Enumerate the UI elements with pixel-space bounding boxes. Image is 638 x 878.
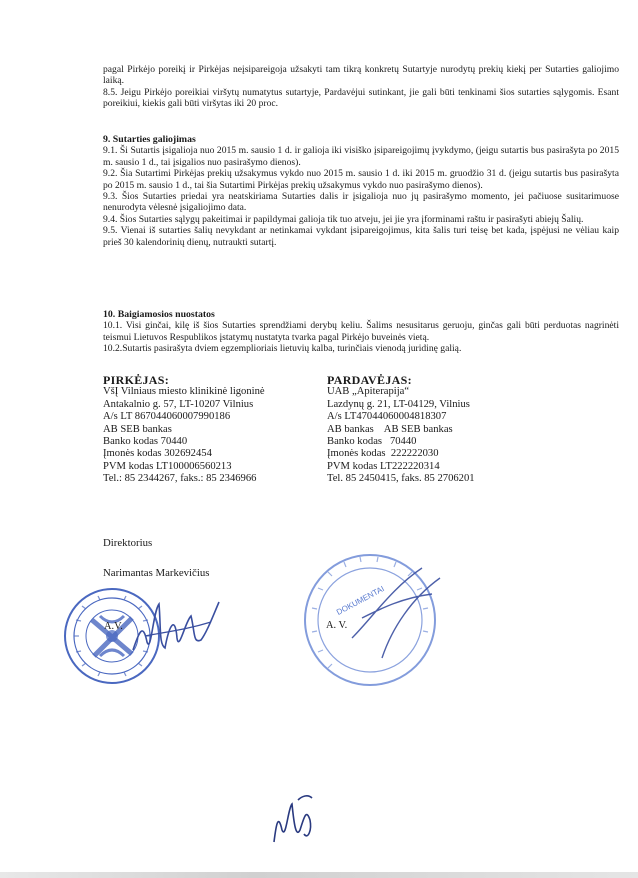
clause-10-1: 10.1. Visi ginčai, kilę iš šios Sutarties sprendžiami derybų keliu. Šalims nesusitarus geruoju, ginčas gali būti perduotas nagrinėti teismui Lietuvos Respublikos įstatymų nustatyta tvarka pagal Pirkėjo buveinės vietą. — [103, 320, 619, 343]
buyer-line: Įmonės kodas 302692454 — [103, 448, 212, 460]
buyer-line: PVM kodas LT100006560213 — [103, 460, 232, 472]
buyer-title: PIRKĖJAS: — [103, 373, 170, 387]
seller-details — [327, 374, 475, 486]
seller-line: AB bankas AB SEB bankas — [327, 423, 453, 435]
section-10 — [103, 309, 619, 355]
section-9 — [103, 134, 619, 248]
clause-9-5: 9.5. Vienai iš sutarties šalių nevykdant ar netinkamai vykdant įsipareigojimus, kita šalis turi teisę bet kada, įspėjusi ne vėliau kaip prieš 30 kalendorinių dienų, nutraukti sutartį. — [103, 225, 619, 248]
seller-line: Tel. 85 2450415, faks. 85 2706201 — [327, 473, 475, 485]
buyer-details — [103, 374, 265, 486]
clause-9-4: 9.4. Šios Sutarties sąlygų pakeitimai ir papildymai galioja tik tuo atveju, jei jie yra įforminami raštu ir pasirašyti abiejų Šalių. — [103, 213, 584, 225]
seller-line: Lazdynų g. 21, LT-04129, Vilnius — [327, 398, 470, 410]
section-9-title: 9. Sutarties galiojimas — [103, 134, 196, 145]
scan-edge — [0, 872, 638, 878]
seller-av-label: A. V. — [326, 620, 348, 631]
buyer-av-label: A.V. — [104, 621, 123, 632]
buyer-line: Antakalnio g. 57, LT-10207 Vilnius — [103, 398, 254, 410]
seller-line: Įmonės kodas 222222030 — [327, 448, 439, 460]
clause-9-2: 9.2. Šia Sutartimi Pirkėjas prekių užsakymus vykdo nuo 2015 m. sausio 1 d. iki 2015 m. gruodžio 31 d. (jeigu sutartis bus pasirašyta po 2015 m. sausio 1 d., tai šia Sutartimi Pirkėjas prekių užsakymus vykdo nuo pasirašymo dienos). — [103, 168, 619, 191]
buyer-line: Tel.: 85 2344267, faks.: 85 2346966 — [103, 473, 257, 485]
clause-8-4-continued: pagal Pirkėjo poreikį ir Pirkėjas neįsipareigoja užsakyti tam tikrą konkretų Sutartyje nurodytų prekių kiekį per Sutarties galiojimo laiką. — [103, 64, 619, 87]
seller-stamp-icon — [292, 548, 452, 698]
buyer-line: A/s LT 867044060007990186 — [103, 411, 231, 423]
seller-line: A/s LT47044060004818307 — [327, 411, 447, 423]
signatory-name: Narimantas Markevičius — [103, 567, 210, 579]
seller-line: Banko kodas 70440 — [327, 436, 417, 448]
clause-8-5: 8.5. Jeigu Pirkėjo poreikiai viršytų numatytus sutartyje, Pardavėjui sutinkant, jie gali būti tenkinami šios sutarties sąlygomis. Esant poreikiui, kiekis gali būti viršytas iki 20 proc. — [103, 86, 619, 110]
seller-title: PARDAVĖJAS: — [327, 373, 412, 387]
buyer-line: Banko kodas 70440 — [103, 436, 188, 448]
clause-10-2: 10.2.Sutartis pasirašyta dviem egzemplioriais lietuvių kalba, turinčiais vienodą juridinę galią. — [103, 343, 462, 355]
seller-line: PVM kodas LT222220314 — [327, 460, 440, 472]
seller-line: UAB „Apiterapija“ — [327, 386, 410, 398]
buyer-line: VšĮ Vilniaus miesto klinikinė ligoninė — [103, 386, 265, 398]
buyer-signature-icon — [125, 592, 225, 662]
clause-9-1: 9.1. Ši Sutartis įsigalioja nuo 2015 m. sausio 1 d. ir galioja iki visiško įsipareigojimų įvykdymo, (jeigu sutartis bus pasirašyta po 2015 m. sausio 1 d., tai įsigalios nuo pasirašymo dienos). — [103, 145, 619, 168]
signatory-role: Direktorius — [103, 537, 153, 549]
initials-signature-icon — [268, 790, 318, 846]
clause-9-3: 9.3. Šios Sutarties priedai yra neatskiriama Sutarties dalis ir įsigalioja nuo jų pasirašymo momento, jei pačiuose susitarimuose nenurodyta vėlesnė įsigaliojimo data. — [103, 191, 619, 214]
section-10-title: 10. Baigiamosios nuostatos — [103, 309, 215, 320]
seller-stamp-text: DOKUMENTAI — [334, 584, 386, 617]
buyer-line: AB SEB bankas — [103, 423, 172, 435]
continued-clause — [103, 64, 619, 110]
